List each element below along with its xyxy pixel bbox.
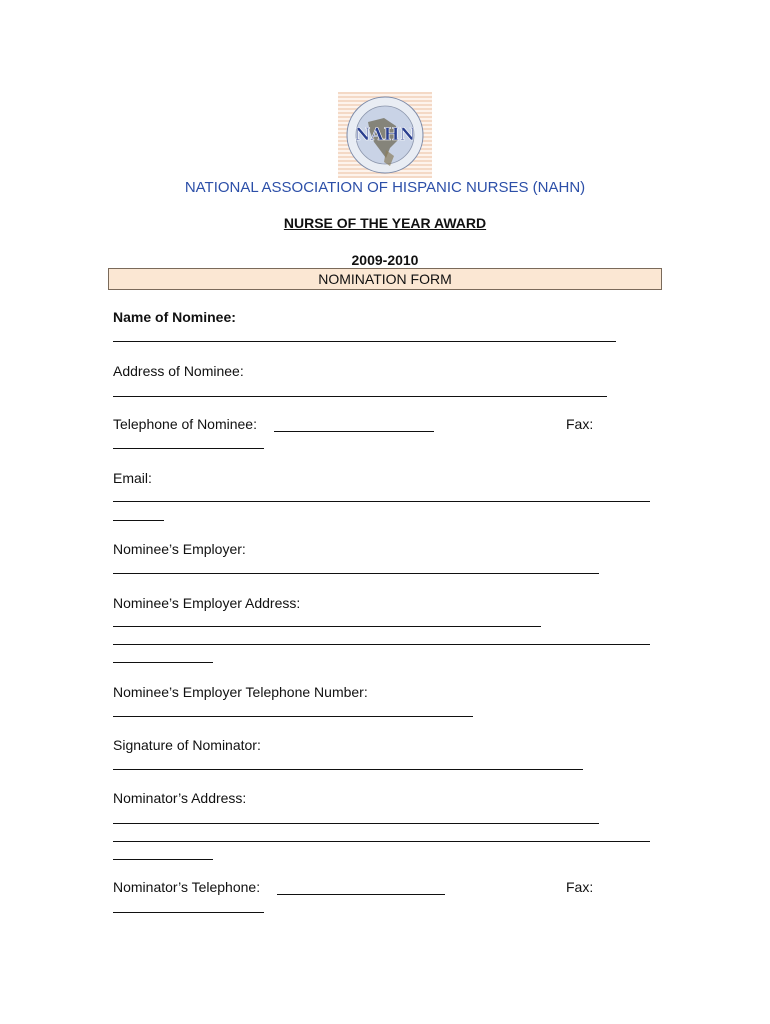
organization-name: NATIONAL ASSOCIATION OF HISPANIC NURSES (NAHN) — [184, 179, 586, 196]
nominee-employer-telephone-field[interactable] — [113, 716, 473, 717]
nominator-telephone-field[interactable] — [277, 894, 445, 895]
name-of-nominee-label: Name of Nominee: — [113, 309, 236, 325]
nominator-telephone-label: Nominator’s Telephone: — [113, 879, 261, 895]
email-field[interactable] — [113, 501, 650, 502]
nominator-address-field[interactable] — [113, 823, 599, 824]
nomination-form-header: NOMINATION FORM — [108, 268, 662, 290]
nominee-employer-address-field[interactable] — [113, 626, 541, 627]
nominator-fax-field[interactable] — [113, 912, 264, 913]
logo-text: NAHN — [354, 125, 416, 145]
nominee-fax-field[interactable] — [113, 448, 264, 449]
telephone-of-nominee-field[interactable] — [274, 431, 434, 432]
nominee-employer-address-label: Nominee’s Employer Address: — [113, 595, 301, 611]
nominee-employer-field[interactable] — [113, 573, 599, 574]
name-of-nominee-field[interactable] — [113, 341, 616, 342]
nominee-employer-address-field-2[interactable] — [113, 644, 650, 645]
email-label: Email: — [113, 470, 152, 486]
email-field-continued[interactable] — [113, 520, 164, 521]
nominee-employer-telephone-label: Nominee’s Employer Telephone Number: — [113, 684, 368, 700]
address-of-nominee-field[interactable] — [113, 396, 607, 397]
nominator-address-field-2[interactable] — [113, 841, 650, 842]
nominee-fax-label: Fax: — [566, 416, 594, 432]
address-of-nominee-label: Address of Nominee: — [113, 363, 244, 379]
nominator-fax-label: Fax: — [566, 879, 594, 895]
nahn-logo — [338, 92, 432, 178]
award-year: 2009-2010 — [351, 252, 419, 268]
nominator-address-label: Nominator’s Address: — [113, 790, 247, 806]
award-title — [0, 215, 770, 231]
nominee-employer-address-field-3[interactable] — [113, 662, 213, 663]
award-title-text: NURSE OF THE YEAR AWARD — [283, 215, 487, 231]
telephone-of-nominee-label: Telephone of Nominee: — [113, 416, 257, 432]
signature-of-nominator-label: Signature of Nominator: — [113, 737, 261, 753]
nominee-employer-label: Nominee’s Employer: — [113, 541, 246, 557]
signature-of-nominator-field[interactable] — [113, 769, 583, 770]
nominator-address-field-3[interactable] — [113, 859, 213, 860]
